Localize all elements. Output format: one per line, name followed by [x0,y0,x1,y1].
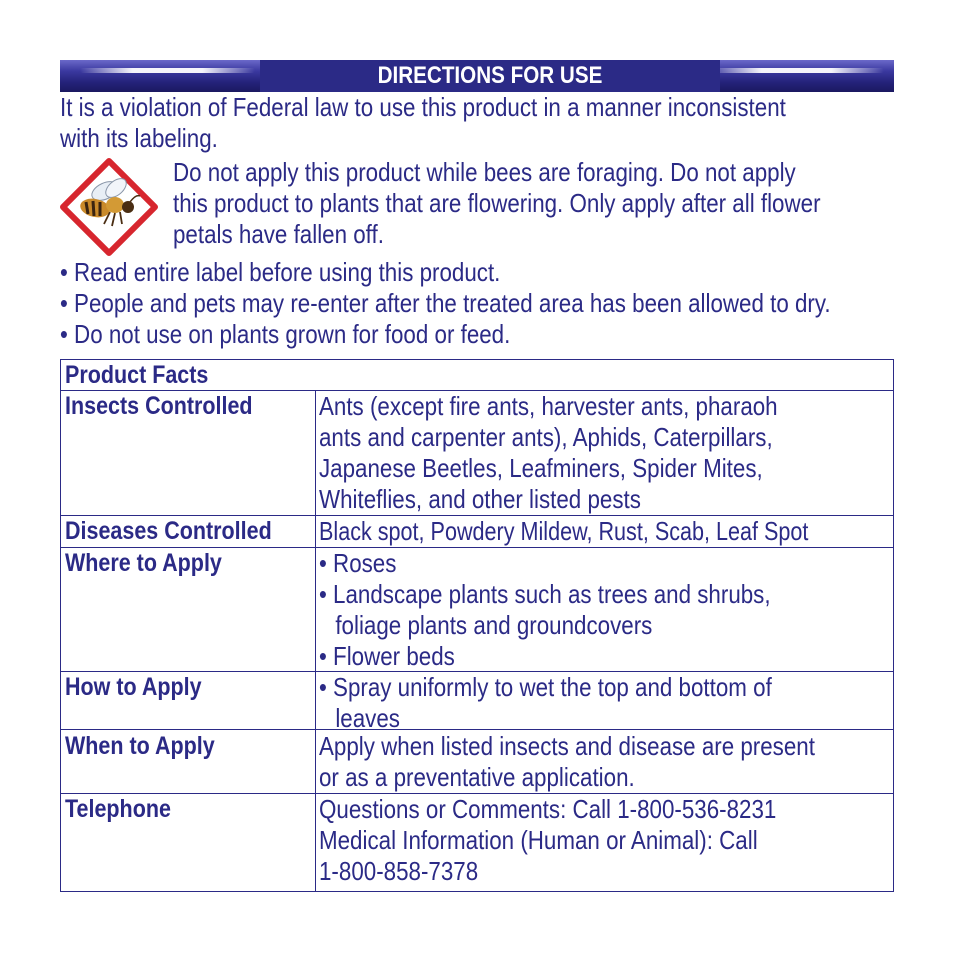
label-how-to-apply: How to Apply [65,673,202,701]
label-when-to-apply: When to Apply [65,732,215,760]
federal-law-notice [60,92,786,154]
value-where-to-apply [319,548,771,672]
value-telephone [319,794,776,887]
bee-warning-text [173,157,821,250]
label-where-to-apply: Where to Apply [65,549,222,577]
row-divider [61,729,893,730]
banner-title: DIRECTIONS FOR USE [377,62,603,89]
product-facts-title: Product Facts [65,361,209,389]
value-line: • Flower beds [319,641,455,671]
column-divider [315,390,316,891]
value-line: ants and carpenter ants), Aphids, Caterpillars, [319,422,773,452]
label-diseases-controlled: Diseases Controlled [65,517,272,545]
value-line: Japanese Beetles, Leafminers, Spider Mites, [319,453,763,483]
value-line: Whiteflies, and other listed pests [319,484,641,514]
product-facts-table [60,359,894,892]
value-line: foliage plants and groundcovers [335,610,653,640]
value-line: • Spray uniformly to wet the top and bottom of [319,672,772,702]
value-insects-controlled [319,391,778,515]
value-line: Questions or Comments: Call 1-800-536-8231 [319,794,777,824]
value-line: • Landscape plants such as trees and shrubs, [319,579,771,609]
bullet-item: • Read entire label before using this product. [60,257,501,287]
value-line: Black spot, Powdery Mildew, Rust, Scab, Leaf Spot [319,516,809,546]
value-line: 1-800-858-7378 [319,856,479,886]
value-line: leaves [335,703,400,733]
value-diseases-controlled [319,516,808,547]
notice-line: with its labeling. [60,123,218,153]
bee-warning-line: this product to plants that are flowering. Only apply after all flower [173,188,821,218]
notice-line: It is a violation of Federal law to use this product in a manner inconsistent [60,92,786,122]
usage-bullets [60,257,831,350]
value-line: Medical Information (Human or Animal): Call [319,825,758,855]
value-how-to-apply [319,672,772,734]
label-telephone: Telephone [65,795,171,823]
value-when-to-apply [319,731,815,793]
bee-hazard-icon [60,158,158,256]
bullet-item: • People and pets may re-enter after the treated area has been allowed to dry. [60,288,831,318]
value-line: Ants (except fire ants, harvester ants, pharaoh [319,391,778,421]
value-line: • Roses [319,548,397,578]
label-insects-controlled: Insects Controlled [65,392,253,420]
banner-gloss-right [709,68,884,73]
banner-gloss-left [80,68,255,73]
bee-warning-line: petals have fallen off. [173,219,384,249]
value-line: Apply when listed insects and disease are present [319,731,815,761]
directions-banner [60,60,894,92]
bee-warning-line: Do not apply this product while bees are foraging. Do not apply [173,157,796,187]
bullet-item: • Do not use on plants grown for food or feed. [60,319,511,349]
value-line: or as a preventative application. [319,762,635,792]
